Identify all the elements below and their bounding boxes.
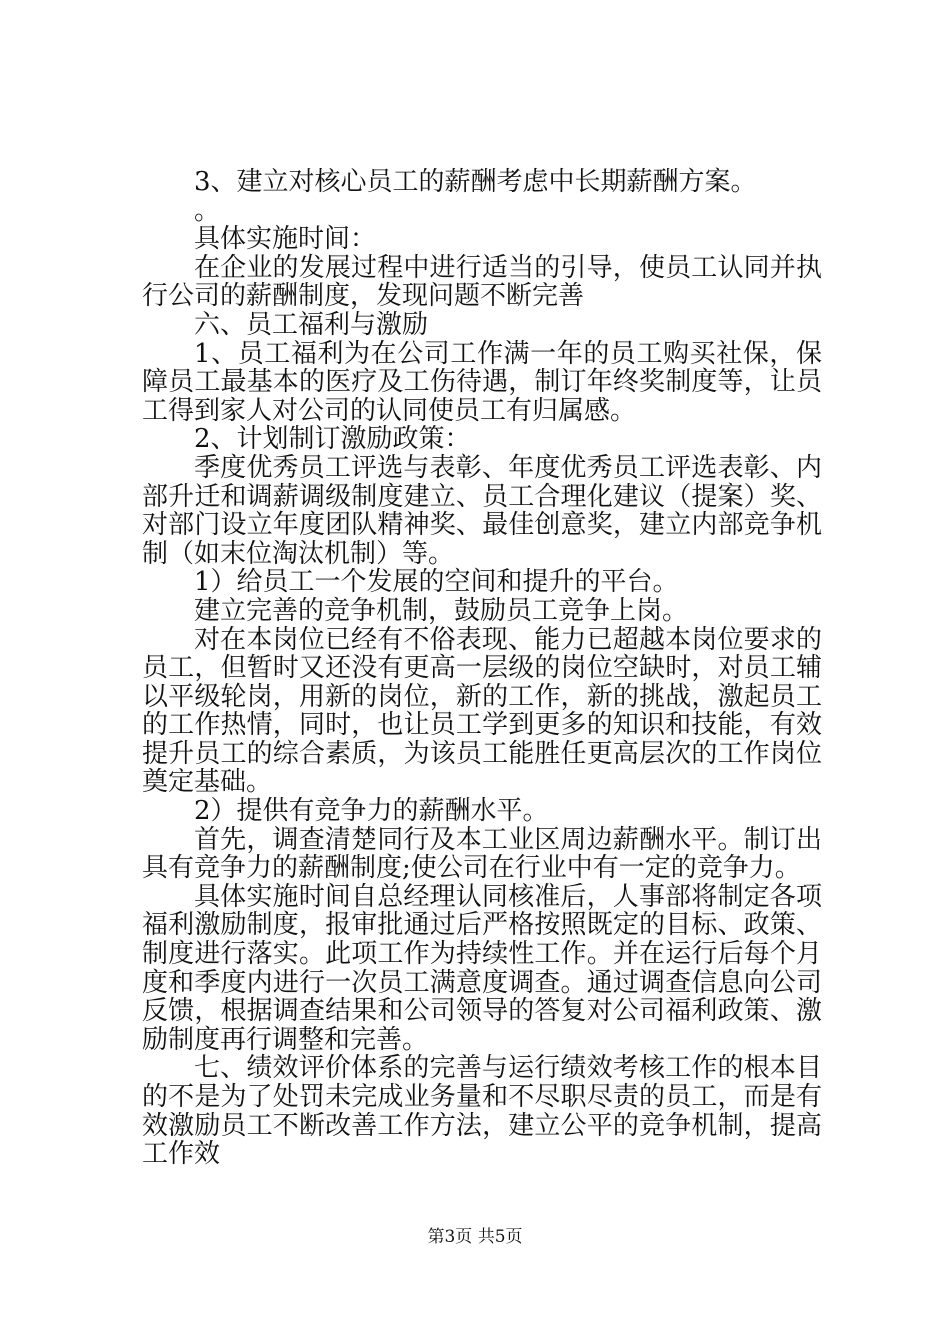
paragraph-7: 2、计划制订激励政策： bbox=[194, 424, 471, 455]
paragraph-11: 对在本岗位已经有不俗表现、能力已超越本岗位要求的员工，但暂时又还没有更高一层级的岗位空缺时，对员工辅以平级轮岗，用新的岗位，新的工作，新的挑战，激起员工的工作热情，同时，也让员工学到更多的知识和技能，有效提升员工的综合素质，为该员工能胜任更高层次的工作岗位奠定基础。 bbox=[142, 624, 822, 798]
document-body bbox=[142, 168, 822, 1169]
section-heading-6: 六、员工福利与激励 bbox=[194, 309, 429, 340]
paragraph-6: 1、员工福利为在公司工作满一年的员工购买社保，保障员工最基本的医疗及工伤待遇，制订年终奖制度等，让员工得到家人对公司的认同使员工有归属感。 bbox=[142, 338, 822, 426]
paragraph-13: 首先，调查清楚同行及本工业区周边薪酬水平。制订出具有竞争力的薪酬制度;使公司在行业中有一定的竞争力。 bbox=[142, 824, 822, 884]
paragraph-14: 具体实施时间自总经理认同核准后，人事部将制定各项福利激励制度，报审批通过后严格按照既定的目标、政策、制度进行落实。此项工作为持续性工作。并在运行后每个月度和季度内进行一次员工满意度调查。通过调查信息向公司反馈，根据调查结果和公司领导的答复对公司福利政策、激励制度再行调整和完善。 bbox=[142, 881, 822, 1055]
paragraph-12: 2）提供有竞争力的薪酬水平。 bbox=[194, 796, 549, 827]
paragraph-9: 1）给员工一个发展的空间和提升的平台。 bbox=[194, 567, 679, 598]
paragraph-1: 3、建立对核心员工的薪酬考虑中长期薪酬方案。 bbox=[194, 167, 757, 197]
paragraph-10: 建立完善的竞争机制，鼓励员工竞争上岗。 bbox=[194, 595, 689, 626]
paragraph-8: 季度优秀员工评选与表彰、年度优秀员工评选表彰、内部升迁和调薪调级制度建立、员工合理化建议（提案）奖、对部门设立年度团队精神奖、最佳创意奖，建立内部竞争机制（如末位淘汰机制）等。 bbox=[142, 452, 822, 569]
page-number-footer: 第3页 共5页 bbox=[427, 1227, 523, 1247]
section-heading-7: 七、绩效评价体系的完善与运行绩效考核工作的根本目的不是为了处罚未完成业务量和不尽职尽责的员工，而是有效激励员工不断改善工作方法，建立公平的竞争机制，提高工作效 bbox=[142, 1053, 822, 1170]
paragraph-2: 。 bbox=[194, 195, 221, 226]
paragraph-4: 在企业的发展过程中进行适当的引导，使员工认同并执行公司的薪酬制度，发现问题不断完善 bbox=[142, 252, 822, 312]
paragraph-3: 具体实施时间： bbox=[194, 224, 377, 255]
